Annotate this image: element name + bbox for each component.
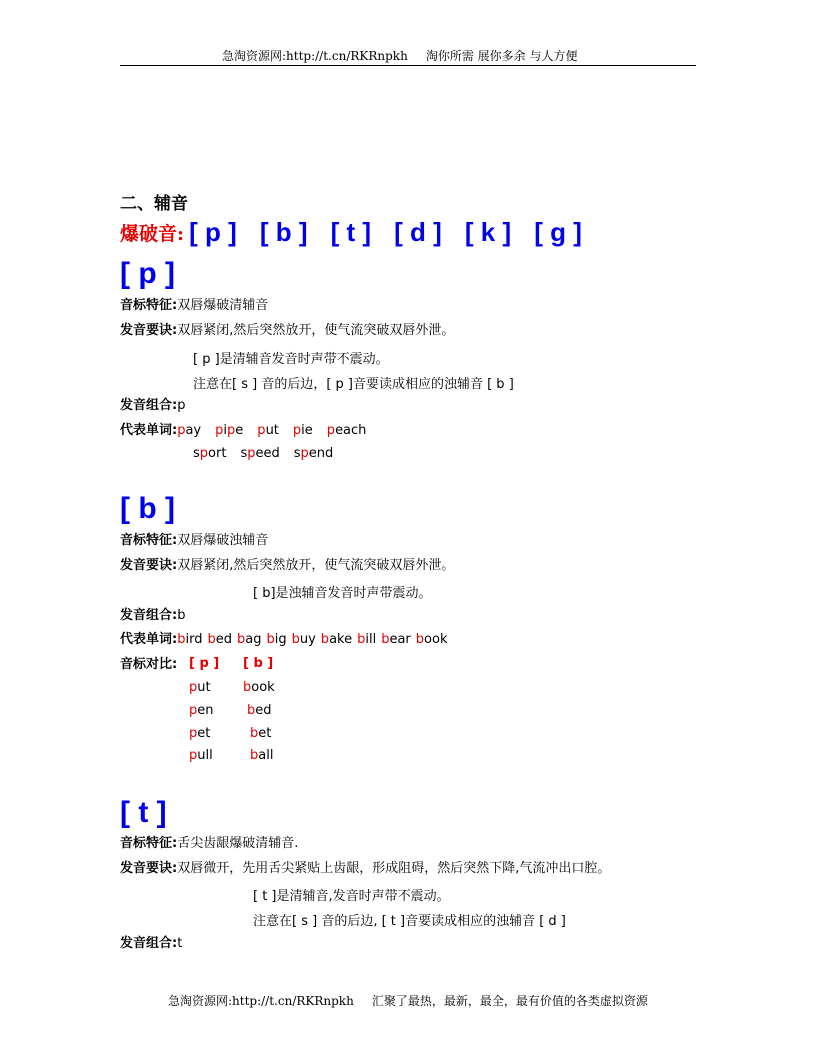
words-label: 代表单词: bbox=[120, 632, 178, 647]
header-divider bbox=[120, 65, 696, 66]
section-title: 二、辅音 bbox=[120, 194, 188, 214]
plosive-symbol-b: [ b ] bbox=[259, 217, 308, 247]
b-contrast-line bbox=[120, 656, 177, 674]
b-essentials-line bbox=[120, 557, 454, 575]
contrast-word-b: book bbox=[243, 680, 275, 695]
p-essentials: 双唇紧闭,然后突然放开，使气流突破双唇外泄。 bbox=[177, 323, 455, 338]
footer-slogan: 汇聚了最热，最新，最全，最有价值的各类虚拟资源 bbox=[371, 994, 648, 1008]
word-item: bird bbox=[177, 632, 203, 647]
word-item: bed bbox=[207, 632, 232, 647]
feature-label: 音标特征: bbox=[120, 533, 178, 548]
b-essentials: 双唇紧闭,然后突然放开，使气流突破双唇外泄。 bbox=[177, 558, 455, 573]
plosive-row bbox=[120, 217, 600, 248]
page-footer bbox=[168, 992, 648, 1009]
b-words-row bbox=[177, 632, 447, 647]
plosive-symbol-k: [ k ] bbox=[464, 217, 512, 247]
phoneme-heading-t: [ t ] bbox=[120, 796, 167, 829]
p-words-row-2 bbox=[193, 446, 333, 461]
plosive-symbol-p: [ p ] bbox=[189, 217, 237, 247]
essentials-label: 发音要诀: bbox=[120, 558, 178, 573]
plosive-symbol-d: [ d ] bbox=[394, 217, 442, 247]
word-item: bake bbox=[320, 632, 353, 647]
word-item: sport bbox=[193, 446, 227, 461]
contrast-label: 音标对比: bbox=[120, 657, 178, 672]
t-essentials-line bbox=[120, 860, 610, 878]
b-feature: 双唇爆破浊辅音 bbox=[177, 533, 269, 548]
contrast-word-p: pen bbox=[189, 703, 214, 718]
word-item: big bbox=[266, 632, 287, 647]
p-essentials-line bbox=[120, 322, 454, 340]
p-combination: p bbox=[177, 398, 186, 413]
word-item: peach bbox=[326, 423, 367, 438]
word-item: bear bbox=[381, 632, 411, 647]
contrast-word-p: put bbox=[189, 680, 211, 695]
t-combination: t bbox=[177, 936, 183, 951]
word-item: pipe bbox=[215, 423, 244, 438]
contrast-word-b: bet bbox=[250, 726, 272, 741]
phoneme-heading-b: [ b ] bbox=[120, 492, 175, 525]
page-header bbox=[222, 47, 577, 64]
plosive-symbol-g: [ g ] bbox=[534, 217, 582, 247]
word-item: pie bbox=[292, 423, 313, 438]
p-note-2: 注意在[ s ] 音的后边，[ p ]音要读成相应的浊辅音 [ b ] bbox=[193, 377, 514, 392]
b-note-1: [ b]是浊辅音发音时声带震动。 bbox=[253, 586, 432, 601]
essentials-label: 发音要诀: bbox=[120, 323, 178, 338]
p-note-1: [ p ]是清辅音发音时声带不震动。 bbox=[193, 352, 389, 367]
phoneme-heading-p: [ p ] bbox=[120, 257, 175, 290]
header-source: 急淘资源网:http://t.cn/RKRnpkh bbox=[222, 49, 408, 63]
words-label: 代表单词: bbox=[120, 423, 178, 438]
t-note-1: [ t ]是清辅音,发音时声带不震动。 bbox=[253, 889, 450, 904]
p-feature: 双唇爆破清辅音 bbox=[177, 298, 269, 313]
word-item: put bbox=[257, 423, 279, 438]
footer-source: 急淘资源网:http://t.cn/RKRnpkh bbox=[168, 994, 354, 1008]
t-note-2: 注意在[ s ] 音的后边, [ t ]音要读成相应的浊辅音 [ d ] bbox=[253, 914, 566, 929]
t-combination-line bbox=[120, 935, 182, 953]
combination-label: 发音组合: bbox=[120, 608, 178, 623]
t-feature: 舌尖齿龈爆破清辅音. bbox=[177, 836, 299, 851]
p-combination-line bbox=[120, 397, 185, 415]
plosive-symbol-t: [ t ] bbox=[330, 217, 372, 247]
b-combination-line bbox=[120, 607, 185, 625]
t-essentials: 双唇微开，先用舌尖紧贴上齿龈，形成阻碍，然后突然下降,气流冲出口腔。 bbox=[177, 861, 611, 876]
t-feature-line bbox=[120, 835, 298, 853]
contrast-word-p: pull bbox=[189, 748, 213, 763]
contrast-word-p: pet bbox=[189, 726, 211, 741]
word-item: pay bbox=[177, 423, 202, 438]
b-words-line bbox=[120, 631, 447, 649]
word-item: book bbox=[415, 632, 448, 647]
contrast-word-b: ball bbox=[250, 748, 274, 763]
contrast-head-b: [ b ] bbox=[243, 656, 274, 671]
word-item: buy bbox=[291, 632, 316, 647]
contrast-head-p: [ p ] bbox=[189, 656, 220, 671]
feature-label: 音标特征: bbox=[120, 298, 178, 313]
contrast-word-b: bed bbox=[247, 703, 272, 718]
word-item: spend bbox=[293, 446, 334, 461]
p-words-row-1 bbox=[177, 423, 366, 438]
feature-label: 音标特征: bbox=[120, 836, 178, 851]
b-combination: b bbox=[177, 608, 186, 623]
p-feature-line bbox=[120, 297, 268, 315]
word-item: speed bbox=[240, 446, 280, 461]
word-item: bill bbox=[357, 632, 377, 647]
b-feature-line bbox=[120, 532, 268, 550]
combination-label: 发音组合: bbox=[120, 936, 178, 951]
word-item: bag bbox=[236, 632, 262, 647]
plosive-label: 爆破音: bbox=[120, 223, 185, 245]
combination-label: 发音组合: bbox=[120, 398, 178, 413]
p-words-line bbox=[120, 422, 366, 440]
header-slogan: 淘你所需 展你多余 与人方便 bbox=[425, 49, 578, 63]
essentials-label: 发音要诀: bbox=[120, 861, 178, 876]
